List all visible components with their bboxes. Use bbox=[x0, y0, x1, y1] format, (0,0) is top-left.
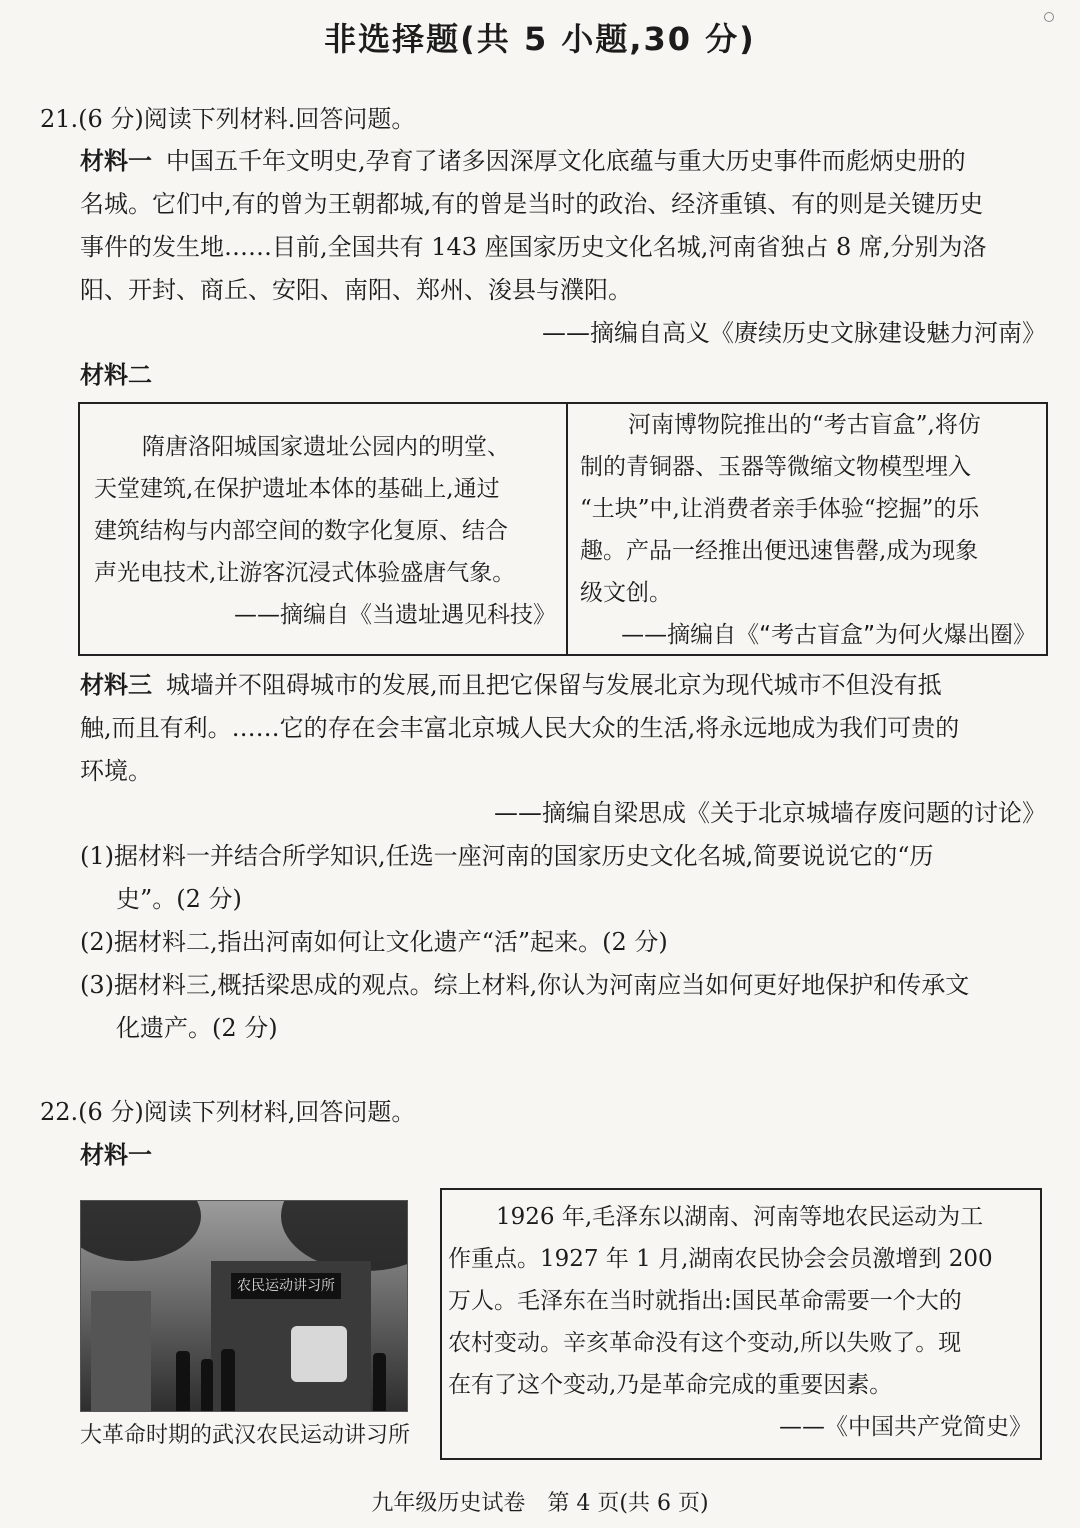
q21-material1-line4: 阳、开封、商丘、安阳、南阳、郑州、浚县与濮阳。 bbox=[80, 276, 632, 304]
q21-material1-line2: 名城。它们中,有的曾为王朝都城,有的曾是当时的政治、经济重镇、有的则是关键历史 bbox=[80, 190, 984, 218]
lecture-institute-photo bbox=[80, 1200, 408, 1412]
q21-material3-source: ——摘编自梁思成《关于北京城墙存废问题的讨论》 bbox=[494, 799, 1046, 827]
q21-material3-line1: 材料三 城墙并不阻碍城市的发展,而且把它保留与发展北京为现代城市不但没有抵 bbox=[80, 671, 942, 699]
q21-sub1: (1)据材料一并结合所学知识,任选一座河南的国家历史文化名城,简要说说它的“历 bbox=[80, 842, 934, 870]
q21-sub3-cont: 化遗产。(2 分) bbox=[116, 1014, 278, 1042]
q22-material1-text: 1926 年,毛泽东以湖南、河南等地农民运动为工 作重点。1927 年 1 月,湖南农民协会会员激增到 200 万人。毛泽东在当时就指出:国民革命需要一个大的 农村变动。辛亥革命没有这个变动,所以失败了。现 在有了这个变动,乃是革命完成的重要因素。 ——《中国共产党简史》 bbox=[448, 1196, 1038, 1448]
q21-material2-left-source: ——摘编自《当遗址遇见科技》 bbox=[234, 602, 556, 628]
q21-material1-line3: 事件的发生地……目前,全国共有 143 座国家历史文化名城,河南省独占 8 席,分别为洛 bbox=[80, 233, 987, 261]
q21-material1-source: ——摘编自高义《赓续历史文脉建设魅力河南》 bbox=[542, 319, 1046, 347]
q21-material2-label: 材料二 bbox=[80, 361, 152, 389]
q21-material1-label: 材料一 bbox=[80, 147, 152, 175]
q21-material3-line3: 环境。 bbox=[80, 757, 152, 785]
q21-material1-line1: 材料一 中国五千年文明史,孕育了诸多因深厚文化底蕴与重大历史事件而彪炳史册的 bbox=[80, 147, 966, 175]
q21-sub2: (2)据材料二,指出河南如何让文化遗产“活”起来。(2 分) bbox=[80, 928, 668, 956]
page-footer: 九年级历史试卷 第 4 页(共 6 页) bbox=[371, 1491, 709, 1516]
q22-material1-label: 材料一 bbox=[80, 1141, 152, 1169]
photo-caption: 大革命时期的武汉农民运动讲习所 bbox=[80, 1423, 411, 1448]
q21-material2-left: 隋唐洛阳城国家遗址公园内的明堂、 天堂建筑,在保护遗址本体的基础上,通过 建筑结构与内部空间的数字化复原、结合 声光电技术,让游客沉浸式体验盛唐气象。 ——摘编自《当遗址遇见科技》 bbox=[94, 426, 556, 636]
q22-stem: 22.(6 分)阅读下列材料,回答问题。 bbox=[40, 1098, 416, 1126]
q21-material3-label: 材料三 bbox=[80, 671, 152, 699]
photo-sign: 农民运动讲习所 bbox=[231, 1273, 341, 1299]
q21-material2-right-source: ——摘编自《“考古盲盒”为何火爆出圈》 bbox=[621, 622, 1036, 648]
q21-sub3: (3)据材料三,概括梁思成的观点。综上材料,你认为河南应当如何更好地保护和传承文 bbox=[80, 971, 970, 999]
q21-stem: 21.(6 分)阅读下列材料.回答问题。 bbox=[40, 105, 416, 133]
q22-material1-source: ——《中国共产党简史》 bbox=[779, 1414, 1032, 1440]
section-title: 非选择题(共 5 小题,30 分) bbox=[324, 20, 756, 58]
q21-material2-divider bbox=[566, 402, 568, 656]
q21-material2-right: 河南博物院推出的“考古盲盒”,将仿 制的青铜器、玉器等微缩文物模型埋入 “土块”中,让消费者亲手体验“挖掘”的乐 趣。产品一经推出便迅速售罄,成为现象 级文创。 ——摘编自《“考古盲盒”为何火爆出圈》 bbox=[580, 404, 1036, 656]
q21-sub1-cont: 史”。(2 分) bbox=[116, 885, 242, 913]
q21-material3-line2: 触,而且有利。……它的存在会丰富北京城人民大众的生活,将永远地成为我们可贵的 bbox=[80, 714, 960, 742]
